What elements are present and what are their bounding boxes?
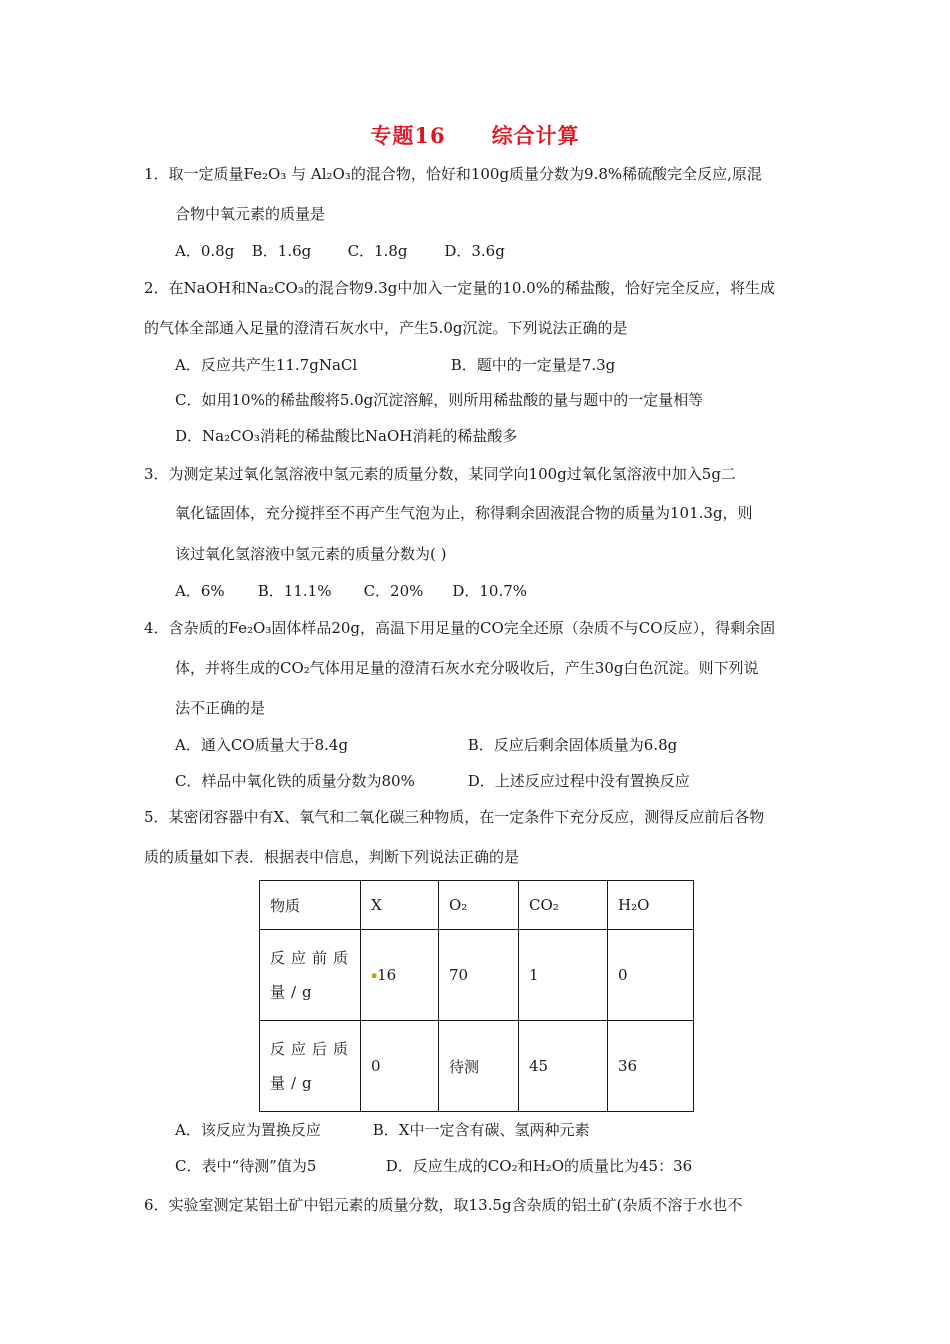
table-cell: 0 bbox=[361, 1021, 439, 1112]
q1-line2: 合物中氧元素的质量是 bbox=[175, 205, 326, 223]
q2-options-ab bbox=[175, 354, 615, 375]
q5-option-a: A．该反应为置换反应 bbox=[175, 1121, 321, 1139]
page-title bbox=[0, 120, 950, 150]
speck-mark: ▪ bbox=[371, 971, 378, 981]
q2-option-d: D．Na₂CO₃消耗的稀盐酸比NaOH消耗的稀盐酸多 bbox=[175, 427, 518, 445]
q3-line2: 氧化锰固体，充分搅拌至不再产生气泡为止，称得剩余固液混合物的质量为101.3g，则 bbox=[175, 504, 753, 522]
q3-option-a: A．6% bbox=[175, 582, 225, 600]
q4-option-c: C．样品中氧化铁的质量分数为80% bbox=[175, 772, 415, 790]
q2-line2: 的气体全部通入足量的澄清石灰水中，产生5.0g沉淀。下列说法正确的是 bbox=[144, 319, 628, 337]
q2-option-a: A．反应共产生11.7gNaCl bbox=[175, 356, 358, 374]
q1-line1: 1．取一定质量Fe₂O₃ 与 Al₂O₃的混合物，恰好和100g质量分数为9.8%稀硫酸完全反应,原混 bbox=[144, 165, 762, 183]
q1-option-d: D．3.6g bbox=[444, 242, 505, 260]
q3-options bbox=[175, 580, 527, 601]
q5-options-cd bbox=[175, 1155, 692, 1176]
q4-options-ab bbox=[175, 734, 677, 755]
table-header-row bbox=[260, 881, 694, 930]
title-number: 专题16 bbox=[370, 123, 446, 148]
q5-line2: 质的质量如下表．根据表中信息，判断下列说法正确的是 bbox=[144, 848, 520, 866]
q5-line1: 5．某密闭容器中有X、氧气和二氧化碳三种物质，在一定条件下充分反应，测得反应前后各物 bbox=[144, 808, 765, 826]
header-cell: CO₂ bbox=[519, 881, 608, 930]
table-cell: 1 bbox=[519, 930, 608, 1021]
table-cell: 36 bbox=[608, 1021, 694, 1112]
q5-option-c: C．表中“待测”值为5 bbox=[175, 1157, 317, 1175]
q5-options-ab bbox=[175, 1119, 589, 1140]
q2-option-b: B．题中的一定量是7.3g bbox=[450, 356, 616, 374]
table-cell: 0 bbox=[608, 930, 694, 1021]
mass-table bbox=[259, 880, 694, 1112]
row-label: 反应后质量/g bbox=[260, 1021, 361, 1112]
table-cell: ▪16 bbox=[361, 930, 439, 1021]
q4-option-a: A．通入CO质量大于8.4g bbox=[175, 736, 349, 754]
q1-options bbox=[175, 240, 505, 261]
header-cell: H₂O bbox=[608, 881, 694, 930]
q2-option-c: C．如用10%的稀盐酸将5.0g沉淀溶解，则所用稀盐酸的量与题中的一定量相等 bbox=[175, 391, 704, 409]
q4-line1: 4．含杂质的Fe₂O₃固体样品20g，高温下用足量的CO完全还原（杂质不与CO反应），得剩余固 bbox=[144, 619, 776, 637]
q5-option-d: D．反应生成的CO₂和H₂O的质量比为45：36 bbox=[385, 1157, 693, 1175]
q4-line3: 法不正确的是 bbox=[175, 699, 266, 717]
q1-option-c: C．1.8g bbox=[347, 242, 408, 260]
q1-option-b: B．1.6g bbox=[251, 242, 312, 260]
table-row bbox=[260, 930, 694, 1021]
table-cell: 45 bbox=[519, 1021, 608, 1112]
q6-line1: 6．实验室测定某铝土矿中铝元素的质量分数，取13.5g含杂质的铝土矿(杂质不溶于水也不 bbox=[144, 1196, 743, 1214]
q3-option-b: B．11.1% bbox=[257, 582, 332, 600]
row-label: 反应前质量/g bbox=[260, 930, 361, 1021]
q4-option-d: D．上述反应过程中没有置换反应 bbox=[467, 772, 690, 790]
q1-option-a: A．0.8g bbox=[175, 242, 235, 260]
header-cell: 物质 bbox=[260, 881, 361, 930]
q2-line1: 2．在NaOH和Na₂CO₃的混合物9.3g中加入一定量的10.0%的稀盐酸，恰好完全反应，将生成 bbox=[144, 279, 775, 297]
q3-option-d: D．10.7% bbox=[452, 582, 528, 600]
q3-option-c: C．20% bbox=[363, 582, 424, 600]
table-cell: 待测 bbox=[439, 1021, 519, 1112]
q4-line2: 体，并将生成的CO₂气体用足量的澄清石灰水充分吸收后，产生30g白色沉淀。则下列说 bbox=[175, 659, 759, 677]
q4-options-cd bbox=[175, 770, 690, 791]
q3-line1: 3．为测定某过氧化氢溶液中氢元素的质量分数，某同学向100g过氧化氢溶液中加入5g二 bbox=[144, 465, 736, 483]
table-cell: 70 bbox=[439, 930, 519, 1021]
q5-option-b: B．X中一定含有碳、氢两种元素 bbox=[372, 1121, 590, 1139]
header-cell: X bbox=[361, 881, 439, 930]
q3-line3: 该过氧化氢溶液中氢元素的质量分数为( ) bbox=[175, 545, 447, 563]
title-text: 综合计算 bbox=[491, 123, 580, 148]
header-cell: O₂ bbox=[439, 881, 519, 930]
q4-option-b: B．反应后剩余固体质量为6.8g bbox=[467, 736, 678, 754]
table-row bbox=[260, 1021, 694, 1112]
